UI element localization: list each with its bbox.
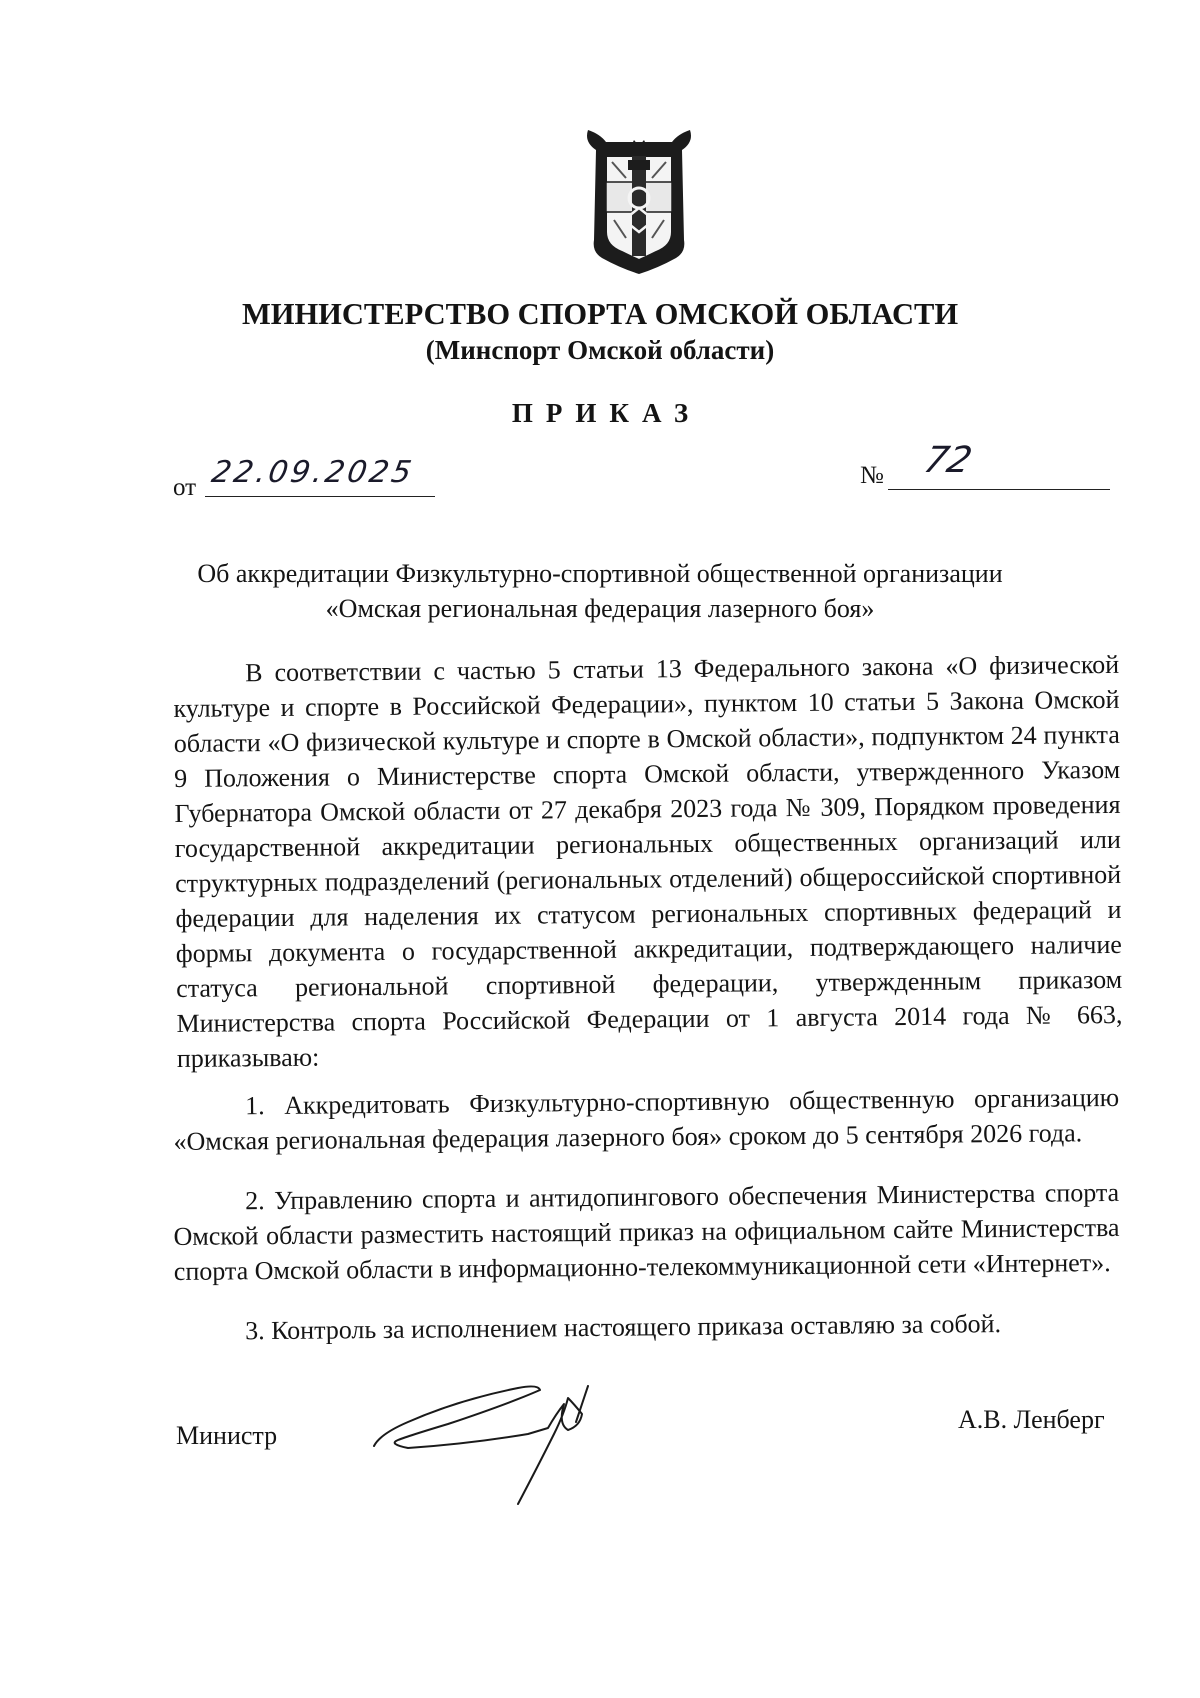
signatory-name: А.В. Ленберг xyxy=(958,1405,1105,1434)
date-prefix: от xyxy=(173,474,197,501)
subject-line-2: «Омская региональная федерация лазерного боя» xyxy=(325,594,875,623)
organization-name: МИНИСТЕРСТВО СПОРТА ОМСКОЙ ОБЛАСТИ xyxy=(241,297,959,331)
document-date: 22.09.2025 xyxy=(208,455,417,490)
document-subject xyxy=(150,556,1050,626)
preamble-paragraph: В соответствии с частью 5 статьи 13 Федерального закона «О физической культуре и спорте в Российской Федерации», пунктом 10 статьи 5 Закона Омской области «О физической культуре и спорте в Омской области», подпунктом 24 пункта 9 Положения о Министерстве спорта Омской области, утвержденного Указом Губернатора Омской области от 27 декабря 2023 года № 309, Порядком проведения государственной аккредитации региональных общественных организаций или структурных подразделений (региональных отделений) общероссийской спортивной федерации для наделения их статусом региональных спортивных федераций и формы документа о государственной аккредитации, подтверждающего наличие статуса региональной спортивной федерации, утвержденным приказом Министерства спорта Российской Федерации от 1 августа 2014 года № 663, приказываю: xyxy=(173,649,1123,1073)
number-prefix: № xyxy=(860,462,884,489)
order-item-1: 1. Аккредитовать Физкультурно-спортивную общественную организацию «Омская региональная федерация лазерного боя» сроком до 5 сентября 2026 года. xyxy=(173,1082,1120,1156)
subject-line-1: Об аккредитации Физкультурно-спортивной общественной организации xyxy=(197,559,1003,588)
document-type: ПРИКАЗ xyxy=(511,398,702,428)
date-underline xyxy=(205,496,435,497)
organization-short-name: (Минспорт Омской области) xyxy=(425,335,775,365)
coat-of-arms-emblem xyxy=(576,120,702,274)
number-underline xyxy=(888,489,1110,490)
order-item-3: 3. Контроль за исполнением настоящего приказа оставляю за собой. xyxy=(245,1309,1002,1346)
signatory-position: Министр xyxy=(176,1421,278,1450)
document-number: 72 xyxy=(919,440,976,481)
order-item-2: 2. Управлению спорта и антидопингового обеспечения Министерства спорта Омской области разместить настоящий приказ на официальном сайте Министерства спорта Омской области в информационно-телекоммуникационной сети «Интернет». xyxy=(173,1177,1120,1286)
handwritten-signature xyxy=(368,1374,668,1510)
